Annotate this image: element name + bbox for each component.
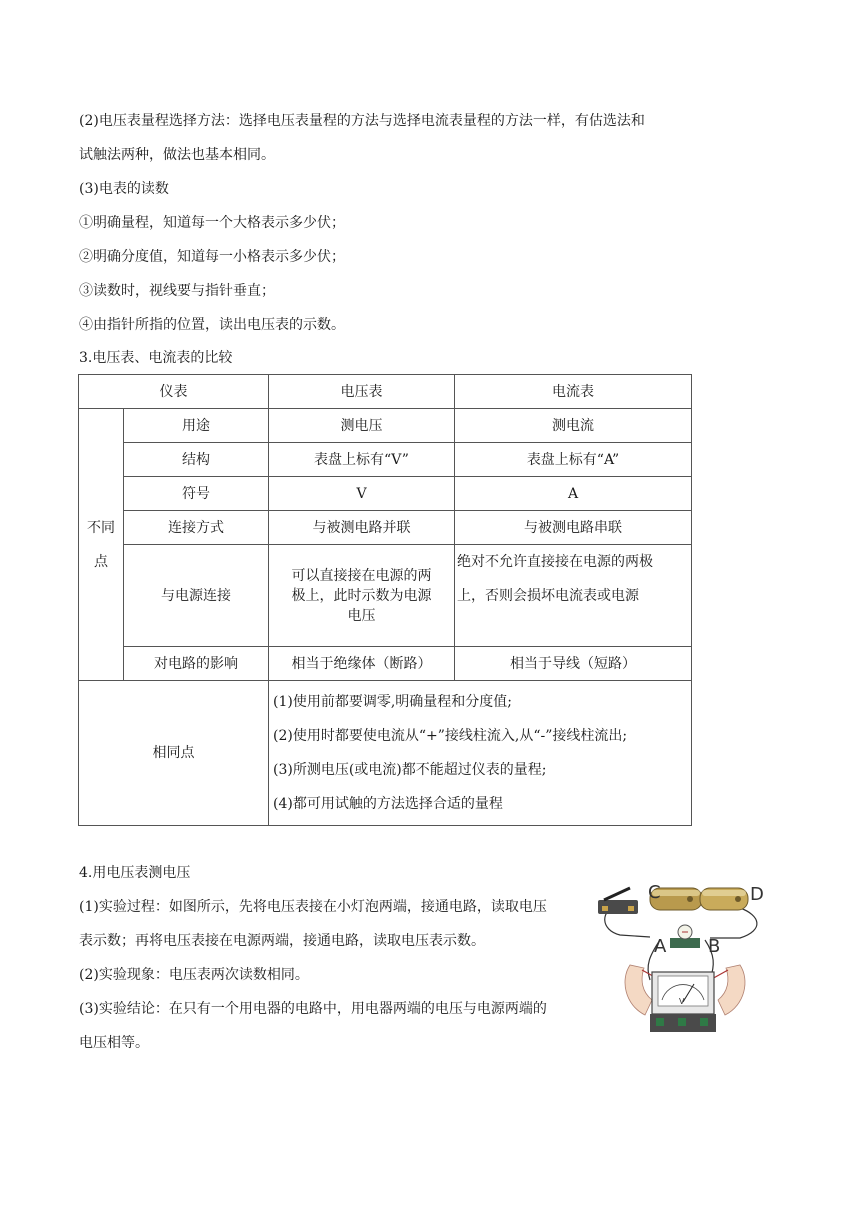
para-reading-heading: (3)电表的读数 [79, 181, 169, 197]
header-ammeter: 电流表 [455, 375, 692, 409]
row-key: 对电路的影响 [124, 647, 269, 681]
battery-icon [650, 888, 748, 910]
same-points [269, 681, 692, 826]
row-ammeter: 相当于导线（短路） [455, 647, 692, 681]
label-b: B [708, 936, 721, 957]
row-ammeter [455, 545, 692, 647]
para-experiment-phenomenon: (2)实验现象：电压表两次读数相同。 [79, 967, 309, 983]
switch-icon [598, 888, 638, 914]
row-voltmeter: V [269, 477, 455, 511]
row-key: 连接方式 [124, 511, 269, 545]
header-voltmeter: 电压表 [269, 375, 455, 409]
row-ammeter: 与被测电路串联 [455, 511, 692, 545]
row-voltmeter: 相当于绝缘体（断路） [269, 647, 455, 681]
row-key: 与电源连接 [124, 545, 269, 647]
diff-label-line-2: 点 [94, 553, 108, 570]
para-experiment-conclusion-1: (3)实验结论：在只有一个用电器的电路中，用电器两端的电压与电源两端的 [79, 1001, 547, 1017]
table-row [79, 375, 692, 409]
para-range-method-2: 试触法两种，做法也基本相同。 [79, 147, 275, 163]
cell-line: 绝对不允许直接接在电源的两极 [457, 554, 653, 570]
same-point-2: (2)使用时都要使电流从“+”接线柱流入,从“-”接线柱流出; [273, 728, 628, 744]
row-voltmeter: 与被测电路并联 [269, 511, 455, 545]
section-comparison-heading: 3.电压表、电流表的比较 [79, 350, 233, 366]
table-row [79, 545, 692, 647]
same-label: 相同点 [79, 681, 269, 826]
row-ammeter: 测电流 [455, 409, 692, 443]
cell-line: 可以直接接在电源的两 [291, 567, 432, 584]
row-ammeter: A [455, 477, 692, 511]
same-point-3: (3)所测电压(或电流)都不能超过仪表的量程; [273, 762, 547, 778]
row-voltmeter: 表盘上标有“V” [269, 443, 455, 477]
cell-line: 上，否则会损坏电流表或电源 [457, 588, 639, 604]
same-point-1: (1)使用前都要调零,明确量程和分度值; [273, 694, 512, 710]
para-reading-step-4: ④由指针所指的位置，读出电压表的示数。 [79, 317, 345, 333]
table-row [79, 443, 692, 477]
cell-line: 极上，此时示数为电源 [291, 587, 432, 604]
row-voltmeter: 测电压 [269, 409, 455, 443]
para-reading-step-1: ①明确量程，知道每一个大格表示多少伏； [79, 215, 345, 231]
section-measure-heading: 4.用电压表测电压 [79, 865, 191, 881]
para-experiment-conclusion-2: 电压相等。 [79, 1035, 149, 1051]
diff-label [79, 409, 124, 681]
table-row [79, 511, 692, 545]
para-experiment-process-2: 表示数；再将电压表接在电源两端，接通电路，读取电压表示数。 [79, 933, 485, 949]
row-voltmeter [269, 545, 455, 647]
same-point-4: (4)都可用试触的方法选择合适的量程 [273, 796, 503, 812]
row-key: 符号 [124, 477, 269, 511]
cell-line: 电压 [347, 607, 376, 624]
row-key: 用途 [124, 409, 269, 443]
header-meter: 仪表 [79, 375, 269, 409]
para-reading-step-3: ③读数时，视线要与指针垂直； [79, 283, 275, 299]
table-row [79, 409, 692, 443]
label-a: A [654, 936, 667, 957]
row-ammeter: 表盘上标有“A” [455, 443, 692, 477]
diff-label-line-1: 不同 [87, 519, 115, 536]
label-c: C [648, 882, 661, 903]
label-d: D [750, 884, 764, 905]
comparison-table [78, 374, 692, 826]
table-row [79, 681, 692, 826]
row-key: 结构 [124, 443, 269, 477]
para-reading-step-2: ②明确分度值，知道每一小格表示多少伏； [79, 249, 345, 265]
table-row [79, 477, 692, 511]
table-row [79, 647, 692, 681]
bulb-icon [670, 925, 700, 948]
circuit-illustration [590, 880, 766, 1040]
label-v: V [679, 997, 685, 1006]
para-experiment-process-1: (1)实验过程：如图所示，先将电压表接在小灯泡两端，接通电路，读取电压 [79, 899, 547, 915]
para-range-method-1: (2)电压表量程选择方法：选择电压表量程的方法与选择电流表量程的方法一样，有估选法和 [79, 113, 645, 129]
